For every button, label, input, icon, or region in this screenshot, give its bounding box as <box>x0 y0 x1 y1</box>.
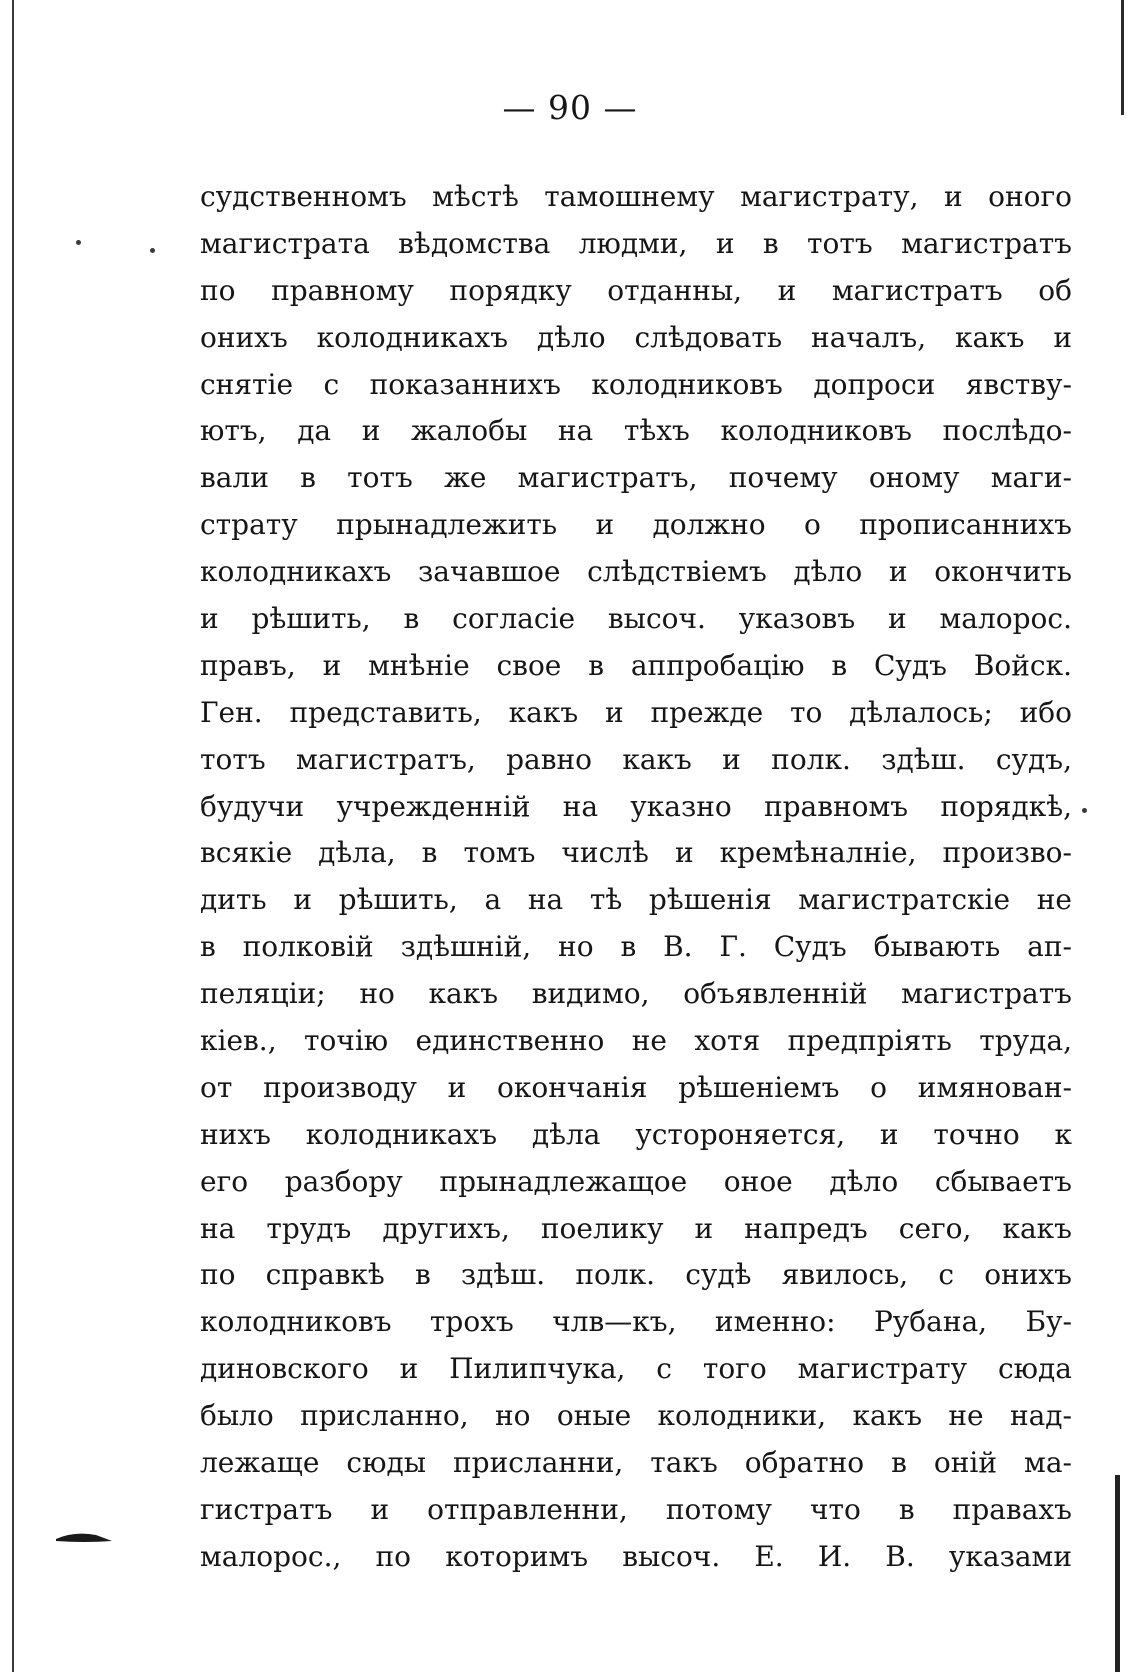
text-line: судственномъ мѣстѣ тамошнему магистрату, и оного <box>200 180 1072 213</box>
text-line: дить и рѣшить, а на тѣ рѣшенія магистратскіе не <box>200 883 1072 917</box>
text-line: кіев., точію единственно не хотя предпріять труда, <box>200 1024 1072 1058</box>
text-line: тотъ магистратъ, равно какъ и полк. здѣш. судъ, <box>200 742 1072 776</box>
stray-mark <box>1082 808 1087 813</box>
text-line: правъ, и мнѣніе свое в аппробацію в Судъ Войск. <box>200 648 1072 682</box>
margin-dash-mark <box>54 1529 114 1545</box>
text-line: в полковій здѣшній, но в В. Г. Судъ бывають ап- <box>200 930 1072 964</box>
page-edge-left <box>12 0 14 1672</box>
text-line: пеляціи; но какъ видимо, объявленній магистратъ <box>200 977 1072 1011</box>
page-edge-right-bottom <box>1115 1475 1120 1672</box>
text-line: его разбору прынадлежащое оное дѣло сбываетъ <box>200 1164 1072 1198</box>
text-line: страту прынадлежить и должно о прописаннихъ <box>200 508 1072 542</box>
text-line: нихъ колодникахъ дѣла устороняется, и точно к <box>200 1117 1072 1151</box>
text-line: гистратъ и отправленни, потому что в правахъ <box>200 1492 1072 1526</box>
text-line: ютъ, да и жалобы на тѣхъ колодниковъ послѣдо- <box>200 414 1072 448</box>
text-line: Ген. представить, какъ и прежде то дѣлалось; ибо <box>200 695 1072 729</box>
text-line: вали в тотъ же магистратъ, почему оному маги- <box>200 461 1072 495</box>
text-line: онихъ колодникахъ дѣло слѣдовать началъ, какъ и <box>200 320 1072 354</box>
text-line: всякіе дѣла, в томъ числѣ и кремѣналніе, произво- <box>200 836 1072 870</box>
text-line: диновского и Пилипчука, с того магистрату сюда <box>200 1352 1072 1386</box>
text-line: будучи учрежденній на указно правномъ порядкѣ, <box>200 789 1072 823</box>
text-line: колодникахъ зачавшое слѣдствіемъ дѣло и окончить <box>200 555 1072 589</box>
text-line: было присланно, но оные колодники, какъ не над- <box>200 1399 1072 1433</box>
text-line: магистрата вѣдомства людми, и в тотъ магистратъ <box>200 226 1072 260</box>
page-number: — 90 — <box>502 88 638 127</box>
text-line: лежаще сюды присланни, такъ обратно в оній ма- <box>200 1446 1072 1480</box>
body-text <box>200 174 1072 1581</box>
text-line: и рѣшить, в согласіе высоч. указовъ и малорос. <box>200 602 1072 636</box>
stray-mark <box>150 248 155 253</box>
text-line: на трудъ другихъ, поелику и напредъ сего, какъ <box>200 1211 1072 1245</box>
text-line: по правному порядку отданны, и магистратъ об <box>200 273 1072 307</box>
text-line: от производу и окончанія рѣшеніемъ о имянован- <box>200 1070 1072 1104</box>
text-line: колодниковъ трохъ члв—къ, именно: Рубана, Бу- <box>200 1305 1072 1339</box>
text-line: малорос., по которимъ высоч. Е. И. В. указами <box>200 1539 1072 1573</box>
text-line: снятіе с показаннихъ колодниковъ допроси явству- <box>200 367 1072 401</box>
text-line: по справкѣ в здѣш. полк. судѣ явилось, с онихъ <box>200 1258 1072 1292</box>
stray-mark <box>76 240 81 245</box>
